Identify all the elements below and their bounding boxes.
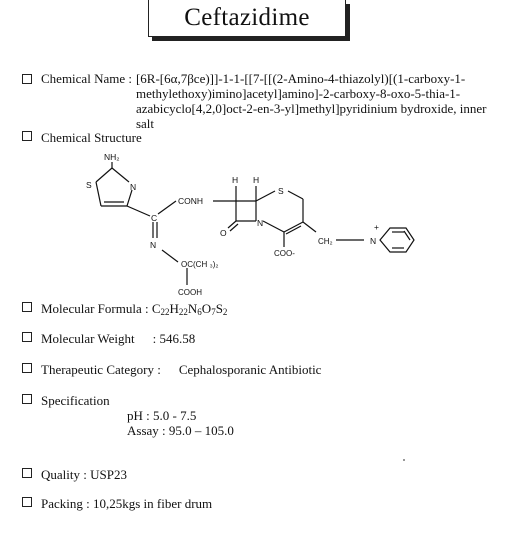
- page-title: Ceftazidime: [148, 0, 346, 37]
- c-atom-label: C: [151, 213, 158, 223]
- molecular-formula-label: Molecular Formula :: [41, 301, 149, 316]
- checkbox-icon: [22, 302, 32, 312]
- lactam-o-label: O: [220, 228, 227, 238]
- pyridine-n-label: N: [370, 236, 377, 246]
- h1-label: H: [232, 175, 239, 185]
- nh2-label: NH₂: [104, 152, 120, 162]
- checkbox-icon: [22, 332, 32, 342]
- thiazole-n-label: N: [130, 182, 137, 192]
- scan-speck: [403, 459, 405, 461]
- checkbox-icon: [22, 468, 32, 478]
- checkbox-icon: [22, 363, 32, 373]
- h2-label: H: [253, 175, 260, 185]
- therapeutic-category-label: Therapeutic Category :: [41, 362, 161, 377]
- pyridinium-plus-label: +: [374, 222, 379, 232]
- checkbox-icon: [22, 497, 32, 507]
- packing-row: [22, 496, 212, 511]
- checkbox-icon: [22, 394, 32, 404]
- packing-label: Packing : 10,25kgs in fiber drum: [41, 496, 213, 511]
- molecular-formula-value: $C_{22}H_{22}N_6O_7S_2$: [151, 301, 228, 317]
- molecular-weight-label: Molecular Weight: [41, 331, 135, 346]
- therapeutic-category-value: Cephalosporanic Antibiotic: [178, 362, 322, 377]
- ring-s-label: S: [278, 186, 284, 196]
- specification-row: [22, 393, 110, 408]
- chemical-name-value: [6R-[6α,7βce)]]-1-1-[[7-[[(2-Amino-4-thiazolyl)[(1-carboxy-1-methylethoxy)imino]acetyl]amino]-2-carboxy-8-oxo-5-thia-1-azabicyclo[4,2,0]oct-2-en-3-yl]methyl]pyridinium bydroxide, inner salt: [135, 71, 487, 131]
- coo-label: COO-: [274, 249, 295, 258]
- specification-label: Specification: [41, 393, 110, 408]
- chemical-name-label: Chemical Name :: [41, 71, 132, 86]
- thiazole-s-label: S: [86, 180, 92, 190]
- molecular-weight-value: : 546.58: [152, 331, 196, 346]
- molecular-formula-row: [22, 301, 227, 316]
- quality-row: [22, 467, 127, 482]
- spec-assay: Assay : 95.0 – 105.0: [127, 423, 234, 438]
- cooh-label: COOH: [178, 288, 202, 297]
- conh-label: CONH: [178, 196, 204, 206]
- chemical-structure-label: Chemical Structure: [41, 130, 142, 145]
- therapeutic-category-row: [22, 362, 321, 377]
- ch2-label: CH₂: [318, 237, 333, 246]
- n-atom-label: N: [150, 240, 157, 250]
- spec-ph: pH : 5.0 - 7.5: [127, 408, 197, 423]
- lactam-n-label: N: [257, 218, 264, 228]
- quality-label: Quality : USP23: [41, 467, 127, 482]
- molecular-weight-row: [22, 331, 195, 346]
- oxime-o-label: OC(CH ₃)₂: [181, 260, 219, 269]
